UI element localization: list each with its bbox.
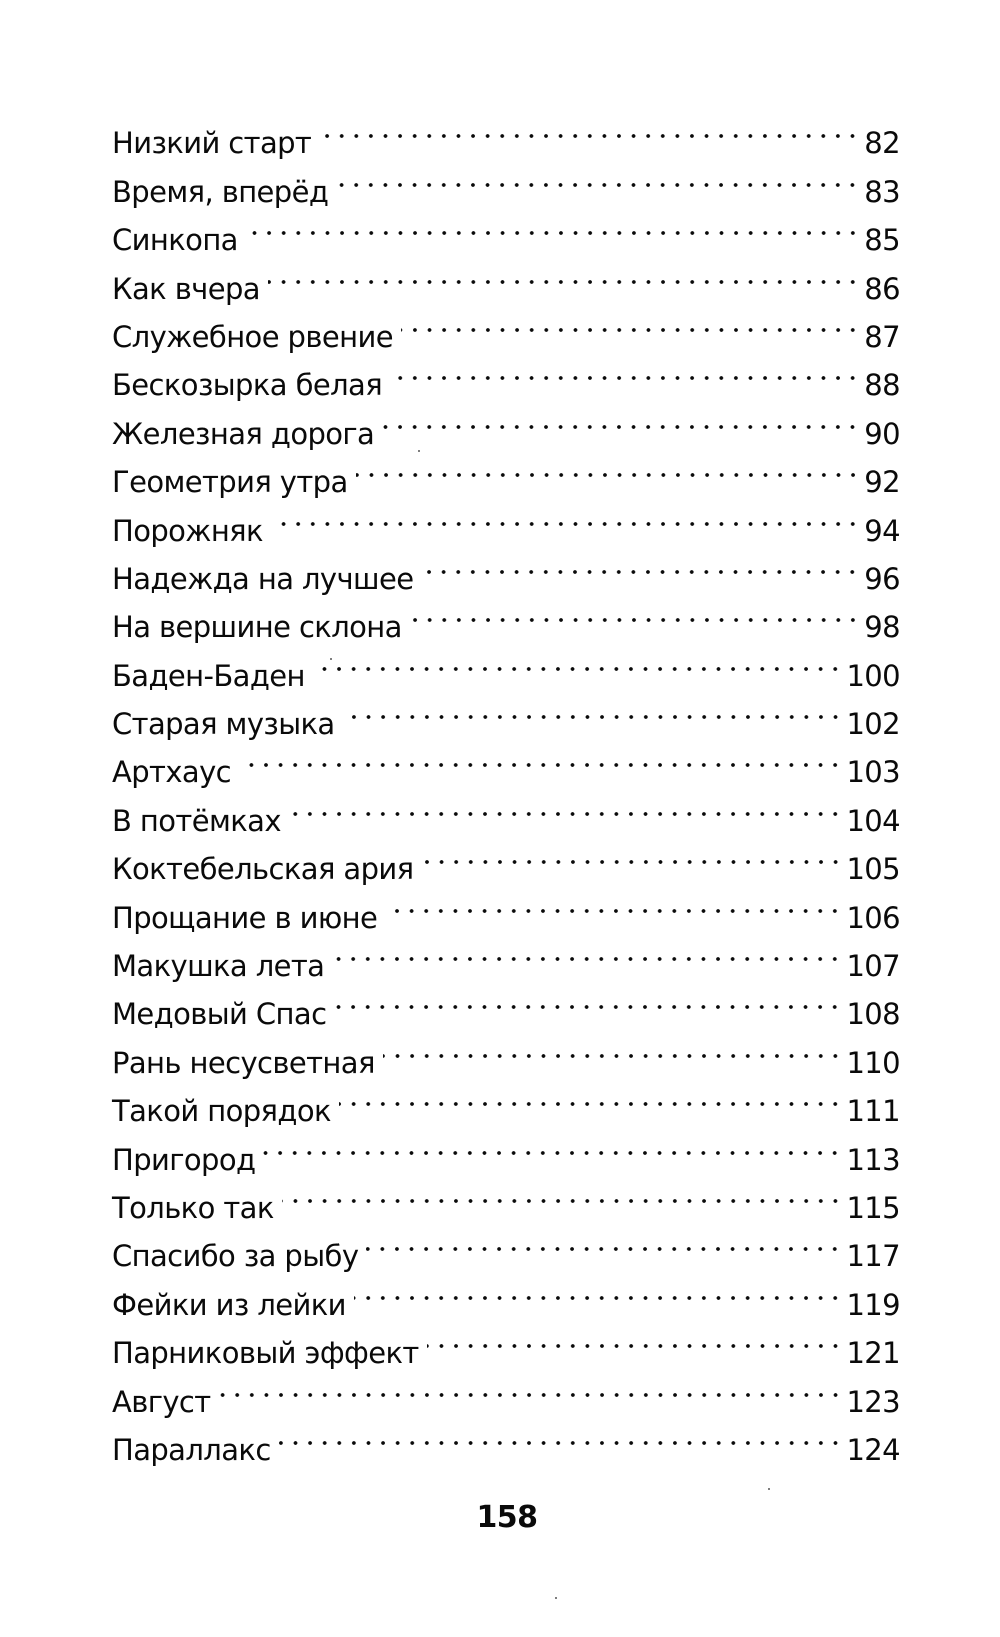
toc-entry-title: Коктебельская ария [112, 852, 414, 887]
dot-leader [279, 1412, 843, 1460]
toc-entry [112, 1363, 900, 1419]
toc-entry-title: Медовый Спас [112, 997, 327, 1032]
toc-entry-title: Только так [112, 1190, 274, 1225]
toc-entry-page-number: 121 [846, 1336, 900, 1371]
toc-entry-title: Август [112, 1384, 211, 1419]
toc-entry-page-number: 94 [864, 513, 900, 548]
toc-entry-title: В потёмках [112, 803, 281, 838]
toc-entry-page-number: 85 [864, 223, 900, 258]
toc-entry-page-number: 113 [846, 1142, 900, 1177]
toc-entry-page-number: 106 [846, 900, 900, 935]
toc-entry [112, 1412, 900, 1467]
toc-entry-page-number: 123 [846, 1384, 900, 1419]
toc-entry-page-number: 82 [864, 126, 900, 161]
dot-leader [332, 928, 842, 976]
toc-entry-title: Время, вперёд [112, 174, 329, 209]
toc-entry-title: Низкий старт [112, 126, 312, 161]
toc-entry-page-number: 124 [846, 1432, 900, 1467]
toc-entry-title: Геометрия утра [112, 465, 348, 500]
toc-entry-page-number: 90 [864, 416, 900, 451]
dot-leader [271, 492, 860, 540]
toc-entry-title: Макушка лета [112, 949, 325, 984]
toc-entry-page-number: 103 [846, 755, 900, 790]
toc-entry-page-number: 105 [846, 852, 900, 887]
dot-leader [334, 976, 842, 1024]
toc-entry-title: Пригород [112, 1142, 256, 1177]
toc-entry-page-number: 102 [846, 707, 900, 742]
print-speck [555, 1597, 557, 1599]
dot-leader [319, 105, 860, 153]
dot-leader [390, 347, 860, 395]
toc-entry-title: Парниковый эффект [112, 1336, 419, 1371]
dot-leader [366, 1218, 842, 1266]
dot-leader [268, 250, 860, 298]
toc-entry-page-number: 83 [864, 174, 900, 209]
toc-entry-title: Как вчера [112, 271, 260, 306]
toc-entry [112, 105, 900, 161]
toc-entry-page-number: 108 [846, 997, 900, 1032]
toc-entry-page-number: 110 [846, 1045, 900, 1080]
toc-entry-page-number: 104 [846, 803, 900, 838]
dot-leader [219, 1363, 843, 1411]
dot-leader [246, 202, 860, 250]
dot-leader [427, 1315, 843, 1363]
toc-entry-title: Фейки из лейки [112, 1287, 346, 1322]
toc-entry-title: Артхаус [112, 755, 231, 790]
toc-entry-page-number: 87 [864, 319, 900, 354]
dot-leader [239, 734, 842, 782]
toc-entry-title: Бескозырка белая [112, 368, 383, 403]
toc-entry-title: На вершине склона [112, 610, 402, 645]
dot-leader [343, 686, 843, 734]
dot-leader [422, 831, 843, 879]
toc-entry-title: Баден-Баден [112, 658, 305, 693]
print-speck [418, 450, 420, 452]
toc-entry-page-number: 96 [864, 561, 900, 596]
dot-leader [282, 1170, 843, 1218]
toc-entry-page-number: 115 [846, 1190, 900, 1225]
dot-leader [289, 782, 843, 830]
dot-leader [313, 637, 843, 685]
toc-entry-page-number: 107 [846, 949, 900, 984]
toc-entry-page-number: 86 [864, 271, 900, 306]
toc-entry-page-number: 92 [864, 465, 900, 500]
dot-leader [354, 1266, 843, 1314]
toc-entry-title: Параллакс [112, 1432, 271, 1467]
toc-entry-page-number: 98 [864, 610, 900, 645]
toc-entry-title: Спасибо за рыбу [112, 1239, 359, 1274]
dot-leader [339, 1073, 843, 1121]
toc-entry-title: Служебное рвение [112, 319, 393, 354]
page-number: 158 [476, 1500, 538, 1535]
dot-leader [401, 299, 860, 347]
toc-entry-title: Железная дорога [112, 416, 375, 451]
toc-entry-title: Прощание в июне [112, 900, 378, 935]
toc-entry-page-number: 119 [846, 1287, 900, 1322]
dot-leader [385, 879, 842, 927]
dot-leader [336, 153, 860, 201]
print-speck [330, 658, 332, 660]
dot-leader [383, 1024, 843, 1072]
toc-entry-title: Порожняк [112, 513, 263, 548]
toc-entry-page-number: 117 [846, 1239, 900, 1274]
toc-entry-page-number: 100 [846, 658, 900, 693]
dot-leader [382, 395, 860, 443]
table-of-contents [112, 105, 900, 1467]
toc-entry-page-number: 88 [864, 368, 900, 403]
dot-leader [421, 541, 860, 589]
toc-entry-title: Синкопа [112, 223, 238, 258]
toc-entry-title: Надежда на лучшее [112, 561, 414, 596]
toc-entry-title: Рань несусветная [112, 1045, 375, 1080]
toc-entry-page-number: 111 [846, 1094, 900, 1129]
toc-entry-title: Старая музыка [112, 707, 335, 742]
dot-leader [356, 444, 860, 492]
dot-leader [263, 1121, 842, 1169]
dot-leader [410, 589, 860, 637]
print-speck [768, 1488, 770, 1490]
toc-entry-title: Такой порядок [112, 1094, 331, 1129]
